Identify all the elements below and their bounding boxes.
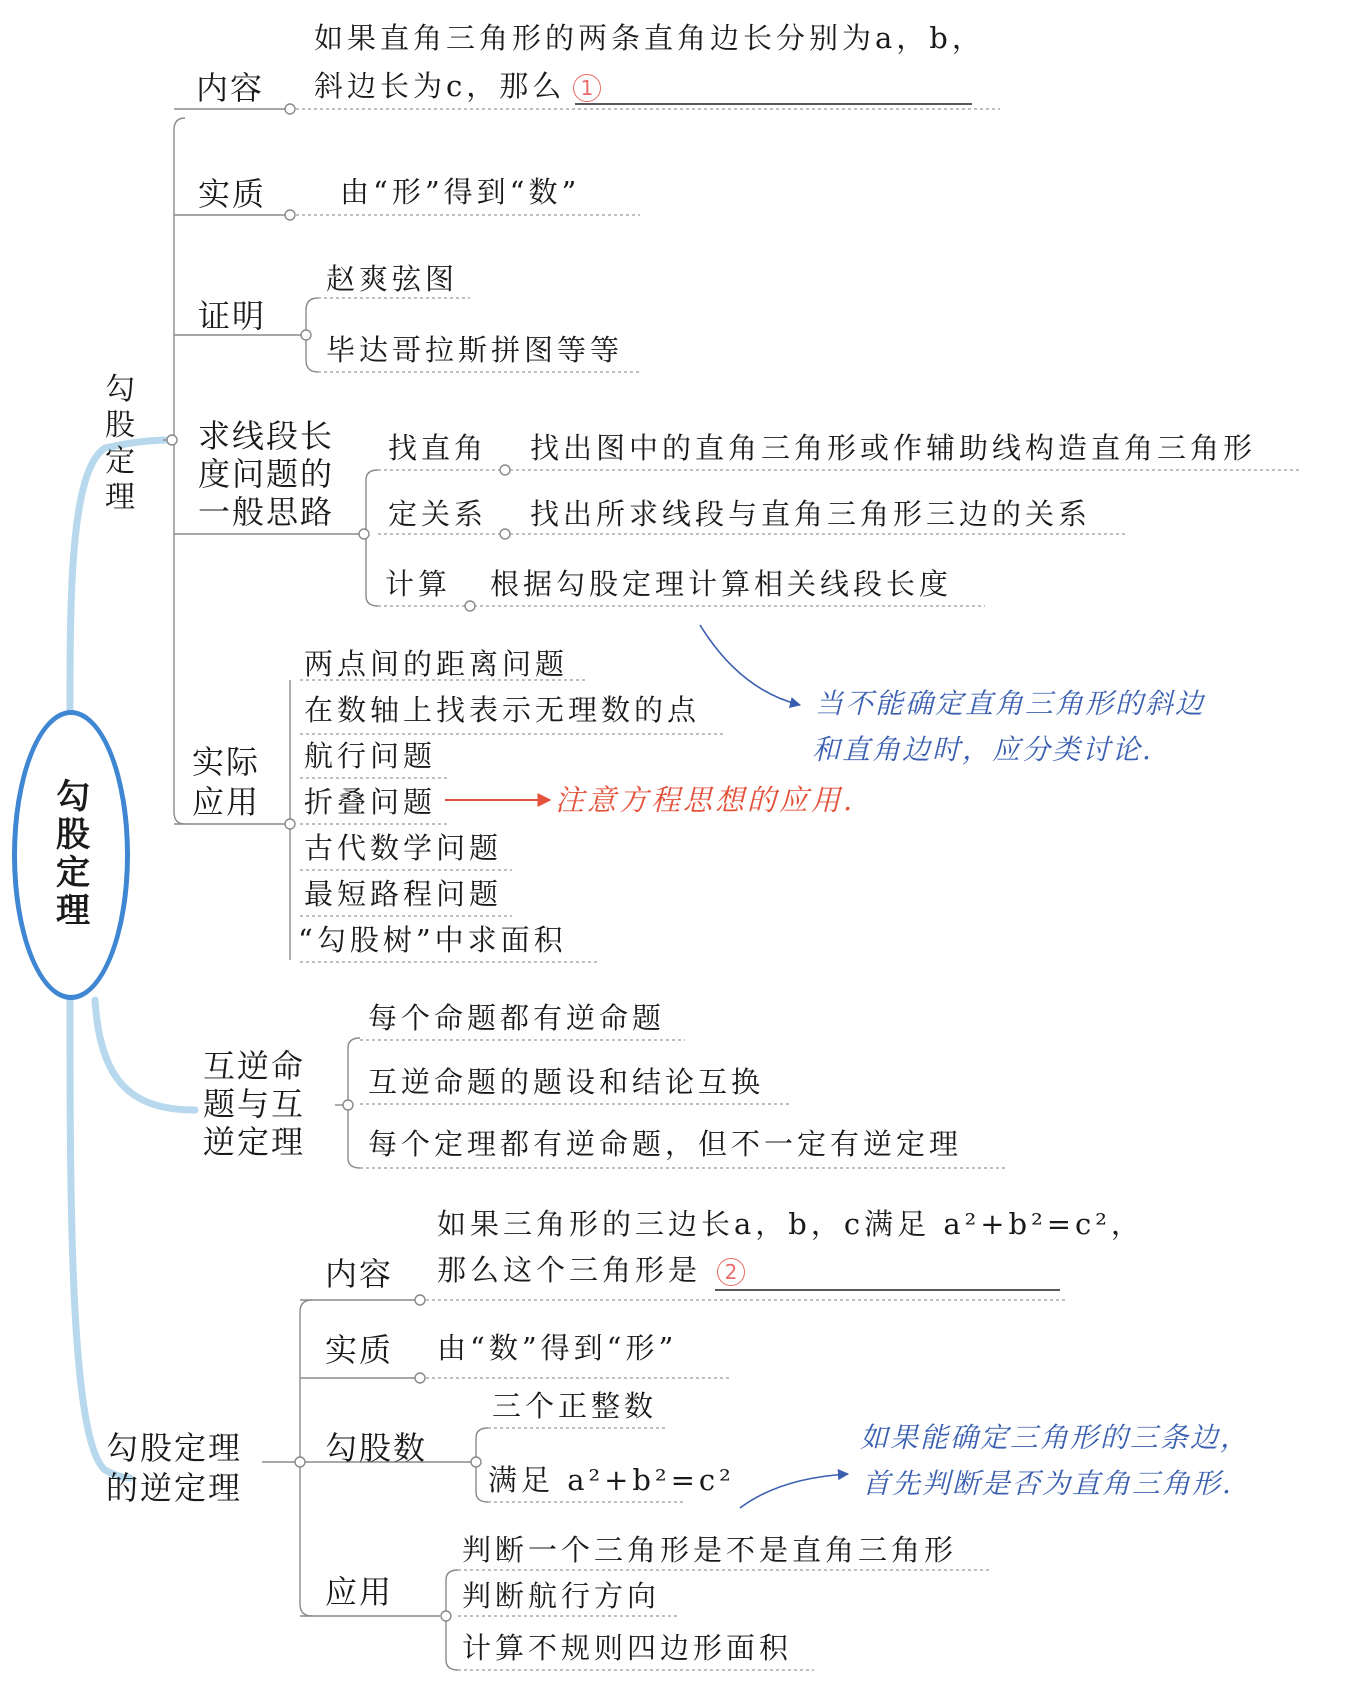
b1-step-text: 找出所求线段与直角三角形三边的关系: [530, 497, 1092, 531]
b3-content-label: 内容: [325, 1255, 394, 1293]
b1-apply-item: 航行问题: [304, 739, 437, 773]
b3-content-line1: 如果三角形的三边长a，b，c满足 a²+b²=c²，: [437, 1207, 1144, 1241]
blank-marker-1: 1: [573, 74, 601, 102]
b3-triple-item: 三个正整数: [492, 1389, 658, 1423]
b1-content-line1: 如果直角三角形的两条直角边长分别为a，b，: [314, 21, 985, 55]
b1-apply-item: 折叠问题: [304, 785, 437, 819]
b3-note-blue: 如果能确定三角形的三条边，: [860, 1421, 1251, 1454]
blank-marker-2: 2: [717, 1258, 745, 1286]
b1-proof-item: 毕达哥拉斯拼图等等: [326, 333, 624, 367]
b3-apply-item: 判断一个三角形是不是直角三角形: [462, 1533, 958, 1567]
b2-label: 逆定理: [203, 1123, 306, 1161]
b3-triple-label: 勾股数: [325, 1429, 428, 1467]
b3-title: 勾股定理: [106, 1429, 243, 1467]
b1-method-label: 一般思路: [198, 493, 335, 531]
b1-step-text: 根据勾股定理计算相关线段长度: [490, 567, 953, 601]
b1-proof-label: 证明: [198, 297, 267, 335]
b1-apply-label: 实际: [192, 743, 261, 781]
b1-apply-item: 两点间的距离问题: [304, 647, 569, 681]
b1-method-label: 度问题的: [198, 455, 335, 493]
b1-step-name: 找直角: [388, 431, 488, 465]
b1-apply-item: 最短路程问题: [304, 877, 503, 911]
branch1-title: 勾股定理: [105, 372, 135, 515]
b1-essence-text: 由“形”得到“数”: [340, 175, 581, 209]
b1-note-blue: 和直角边时，应分类讨论.: [812, 733, 1153, 766]
b3-apply-item: 计算不规则四边形面积: [462, 1631, 793, 1665]
b1-apply-label: 应用: [192, 783, 261, 821]
b3-apply-item: 判断航行方向: [462, 1579, 661, 1613]
b3-apply-label: 应用: [325, 1573, 394, 1611]
b1-apply-item: 在数轴上找表示无理数的点: [304, 693, 701, 727]
b1-content-line2: 斜边长为c，那么: [314, 69, 566, 103]
b1-essence-label: 实质: [198, 175, 267, 213]
b3-title: 的逆定理: [106, 1469, 243, 1507]
b2-item: 每个命题都有逆命题: [368, 1001, 666, 1035]
center-title: 勾股定理: [56, 777, 90, 931]
b1-apply-item: 古代数学问题: [304, 831, 503, 865]
b1-note-blue: 当不能确定直角三角形的斜边: [815, 687, 1206, 720]
b1-step-text: 找出图中的直角三角形或作辅助线构造直角三角形: [530, 431, 1257, 465]
b3-triple-item: 满足 a²+b²=c²: [488, 1463, 735, 1497]
b2-item: 每个定理都有逆命题，但不一定有逆定理: [368, 1127, 963, 1161]
blue-note-arrow-1: [700, 625, 800, 705]
b3-essence-text: 由“数”得到“形”: [437, 1331, 678, 1365]
b3-essence-label: 实质: [325, 1331, 394, 1369]
blue-note-arrow-2: [740, 1474, 848, 1508]
b2-label: 互逆命: [203, 1047, 306, 1085]
b1-step-name: 计算: [385, 567, 452, 601]
b1-proof-item: 赵爽弦图: [326, 262, 459, 296]
b1-apply-item: “勾股树”中求面积: [298, 923, 567, 957]
b3-note-blue: 首先判断是否为直角三角形.: [862, 1467, 1233, 1500]
b1-note-red: 注意方程思想的应用.: [555, 783, 856, 817]
b2-label: 题与互: [203, 1085, 306, 1123]
b2-item: 互逆命题的题设和结论互换: [368, 1065, 765, 1099]
b1-step-name: 定关系: [388, 497, 488, 531]
b3-content-line2: 那么这个三角形是: [437, 1253, 702, 1287]
b1-content-label: 内容: [196, 69, 265, 107]
b1-method-label: 求线段长: [198, 417, 335, 455]
